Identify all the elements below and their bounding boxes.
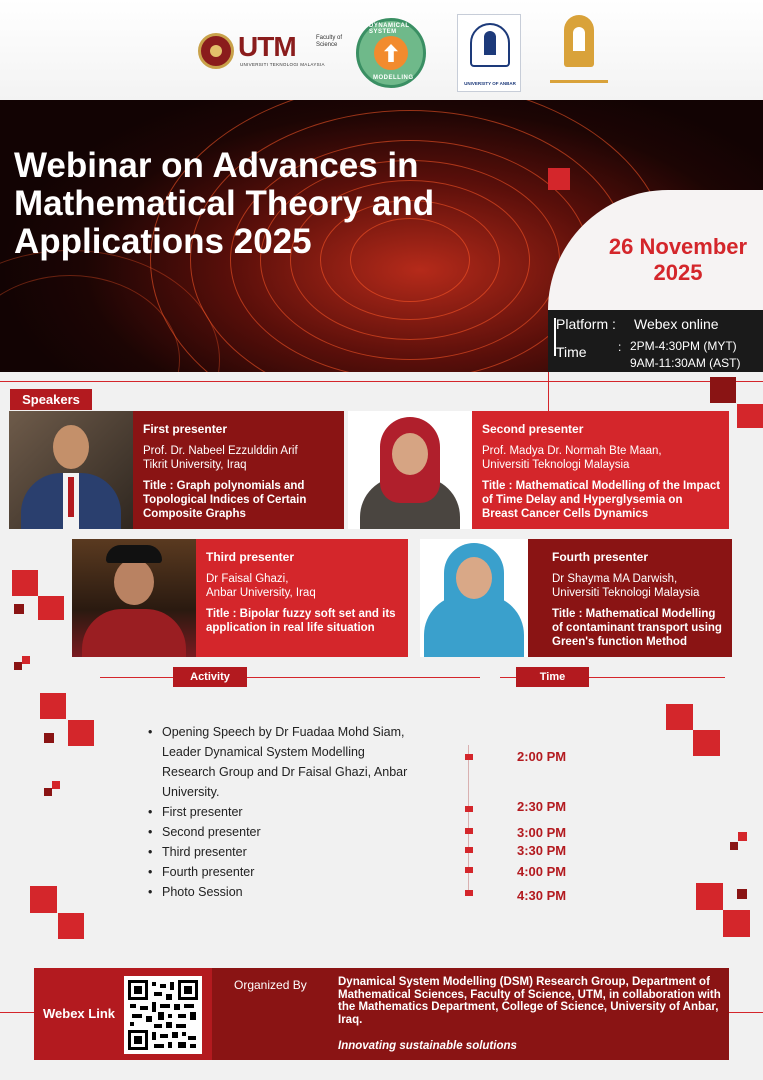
decor-square <box>22 656 30 664</box>
utm-subtitle: UNIVERSITI TEKNOLOGI MALAYSIA <box>240 62 325 67</box>
divider-line <box>0 381 763 382</box>
presenter-info <box>196 539 408 657</box>
timeline-tick <box>465 828 473 834</box>
utm-logo-icon <box>198 30 343 72</box>
decor-square <box>737 404 763 428</box>
time-slot: 4:00 PM <box>517 864 567 879</box>
decor-square <box>696 883 723 910</box>
decor-square <box>38 596 64 620</box>
presenter-title: Title : Bipolar fuzzy soft set and its application in real life situation <box>206 608 396 634</box>
time-myt: 2PM-4:30PM (MYT) <box>630 339 737 353</box>
presenter-card-1 <box>9 411 344 529</box>
activity-header: Activity <box>173 667 247 687</box>
dsm-logo-bottom: MODELLING <box>373 75 414 81</box>
timeline-tick <box>465 754 473 760</box>
presenter-title: Title : Graph polynomials and Topological Indices of Certain Composite Graphs <box>143 480 307 520</box>
activity-list <box>148 722 408 902</box>
hero-banner <box>0 100 763 372</box>
time-slot: 2:30 PM <box>517 799 567 814</box>
decor-square <box>693 730 720 756</box>
time-colon: : <box>618 340 622 354</box>
presenter-name: Dr Faisal Ghazi, <box>206 573 289 585</box>
presenter-info <box>544 539 732 657</box>
decor-square <box>548 168 570 190</box>
list-item: • Third presenter <box>148 842 408 862</box>
connector-line <box>548 372 549 412</box>
date-line-2: 2025 <box>653 260 703 285</box>
list-item: • First presenter <box>148 802 408 822</box>
decor-square <box>738 832 747 841</box>
title-line-1: Webinar on Advances in <box>14 146 419 185</box>
platform-info <box>548 310 763 372</box>
speakers-label: Speakers <box>10 389 92 410</box>
decor-square <box>737 889 747 899</box>
tagline: Innovating sustainable solutions <box>338 1040 517 1052</box>
activity-header-line <box>100 677 480 678</box>
timeline-tick <box>465 867 473 873</box>
logo-strip <box>0 0 763 100</box>
decor-square <box>730 842 738 850</box>
decor-square <box>44 788 52 796</box>
presenter-title: Title : Mathematical Modelling of contaminant transport using Green's function Method <box>552 608 722 648</box>
decor-square <box>58 913 84 939</box>
presenter-role: Fourth presenter <box>552 550 649 564</box>
presenter-photo <box>348 411 472 529</box>
utm-faculty: Faculty of Science <box>316 35 343 48</box>
time-label: Time <box>556 344 587 360</box>
platform-label: Platform : <box>556 316 616 332</box>
anbar-caption: UNIVERSITY OF ANBAR <box>464 81 516 86</box>
dsm-logo-top: DYNAMICAL SYSTEM <box>369 23 410 35</box>
presenter-photo <box>9 411 133 529</box>
page-title <box>14 147 534 261</box>
decor-square <box>723 910 750 937</box>
date-line-1: 26 November <box>608 234 748 259</box>
decor-square <box>666 704 693 730</box>
presenter-role: First presenter <box>143 422 228 436</box>
presenter-name: Prof. Dr. Nabeel Ezzulddin Arif <box>143 445 298 457</box>
utm-wordmark: UTM <box>238 31 296 62</box>
list-item: • Opening Speech by Dr Fuadaa Mohd Siam, Leader Dynamical System Modelling Research Group and Dr Faisal Ghazi, Anbar University. <box>148 722 408 802</box>
decor-square <box>40 693 66 719</box>
decor-square <box>44 733 54 743</box>
list-item: • Fourth presenter <box>148 862 408 882</box>
time-header: Time <box>516 667 589 687</box>
organized-by-label: Organized By <box>234 978 307 992</box>
list-item: • Photo Session <box>148 882 408 902</box>
title-line-3: Applications 2025 <box>14 222 312 261</box>
presenter-name: Dr Shayma MA Darwish, <box>552 573 678 585</box>
presenter-affiliation: Universiti Teknologi Malaysia <box>482 459 630 471</box>
presenter-card-4 <box>420 539 732 657</box>
footer-banner <box>34 968 729 1060</box>
presenter-affiliation: Anbar University, Iraq <box>206 587 316 599</box>
presenter-title: Title : Mathematical Modelling of the Impact of Time Delay and Hyperglysemia on Breast Cancer Cells Dynamics <box>482 480 721 520</box>
anbar-logo-icon <box>457 14 521 92</box>
mosque-logo-icon <box>548 15 610 87</box>
dsm-logo-icon <box>356 18 426 88</box>
timeline-tick <box>465 890 473 896</box>
decor-square <box>68 720 94 746</box>
list-item: • Second presenter <box>148 822 408 842</box>
timeline-tick <box>465 847 473 853</box>
timeline-tick <box>465 806 473 812</box>
decor-square <box>14 604 24 614</box>
webex-link-label: Webex Link <box>42 1006 115 1021</box>
time-values <box>630 338 740 372</box>
time-slot: 3:30 PM <box>517 843 567 858</box>
photo-gap-fill <box>528 539 544 657</box>
presenter-name: Prof. Madya Dr. Normah Bte Maan, <box>482 445 662 457</box>
presenter-card-2 <box>348 411 729 529</box>
title-line-2: Mathematical Theory and <box>14 184 435 223</box>
decor-square <box>12 570 38 596</box>
organizer-text: Dynamical System Modelling (DSM) Research Group, Department of Mathematical Sciences, Faculty of Science, UTM, in collaboration with the Mathematics Department, College of Science, University of Anbar, Iraq. <box>338 976 721 1026</box>
presenter-role: Third presenter <box>206 550 295 564</box>
presenter-affiliation: Tikrit University, Iraq <box>143 459 247 471</box>
time-slot: 2:00 PM <box>517 749 567 764</box>
decor-square <box>30 886 57 913</box>
decor-square <box>710 377 736 403</box>
presenter-info <box>133 411 344 529</box>
time-slot: 3:00 PM <box>517 825 567 840</box>
presenter-photo <box>420 539 528 657</box>
platform-value: Webex online <box>634 316 719 332</box>
time-slot: 4:30 PM <box>517 888 567 903</box>
qr-code-icon[interactable] <box>124 976 202 1054</box>
presenter-card-3 <box>72 539 408 657</box>
decor-square <box>52 781 60 789</box>
time-ast: 9AM-11:30AM (AST) <box>630 356 741 370</box>
presenter-info <box>472 411 729 529</box>
decor-square <box>14 662 22 670</box>
presenter-photo <box>72 539 196 657</box>
presenter-role: Second presenter <box>482 422 584 436</box>
presenter-affiliation: Universiti Teknologi Malaysia <box>552 587 700 599</box>
